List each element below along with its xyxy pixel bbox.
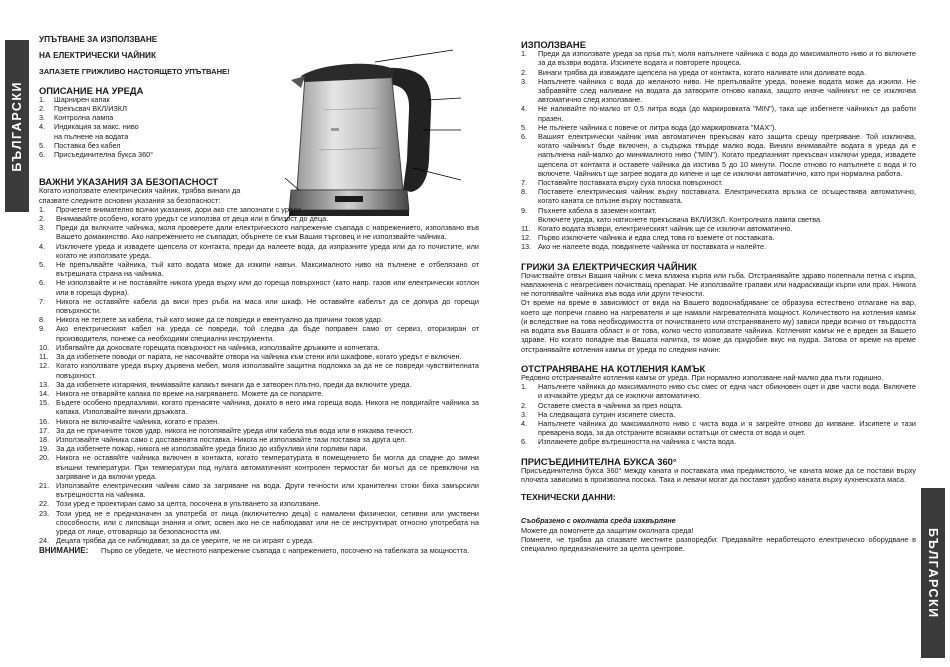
list-item-number: 11. [521, 224, 531, 234]
language-tab-right-label: БЪЛГАРСКИ [926, 527, 940, 619]
list-item-text: Шарнирен капак [54, 94, 110, 104]
list-item-number: 4. [521, 418, 528, 428]
list-item-text: За да избегнете пожар, никога не използвайте уреда близо до избухливи или горливи пари. [56, 444, 368, 454]
list-item-text: Никога не теглете за кабела, тъй като може да се повреди и евентуално да причини токов удар. [56, 315, 383, 325]
warning-label: ВНИМАНИЕ: [39, 546, 89, 556]
list-item [521, 104, 916, 122]
list-item-number: 3. [39, 113, 46, 123]
list-item [521, 77, 916, 105]
list-item-number: 15. [39, 398, 50, 408]
disposal-text-1: Можете да помогнете да защитим околната среда! [521, 525, 694, 535]
list-item [39, 481, 479, 499]
list-item-number: 5. [521, 122, 528, 132]
list-item-number: 1. [521, 382, 528, 392]
list-item-number: 5. [39, 260, 46, 270]
list-item-text: Бъдете особено предпазливи, когато пренасяте чайника, докато в него има гореща вода. Никога не повдигайте чайника за капака. Използвайте винаги дръжката. [56, 398, 479, 417]
safety-list [39, 205, 479, 546]
keep-instructions-note: ЗАПАЗЕТЕ ГРИЖЛИВО НАСТОЯЩЕТО УПЪТВАНЕ! [39, 67, 230, 77]
list-item [39, 205, 479, 214]
list-item [39, 113, 479, 122]
list-item-text: Избягвайте да докосвате горещата повърхност на чайника, използвайте дръжките и копчетата. [56, 342, 380, 352]
list-item-text: Никога не включвайте чайника, когато е празен. [56, 416, 220, 426]
language-tab-right [921, 488, 945, 658]
list-item-number: 2. [39, 214, 46, 224]
list-item [39, 104, 479, 113]
list-item-text: Внимавайте особено, когато уредът се използва от деца или в близост до деца. [56, 214, 329, 224]
care-text-2: От време на време в зависимост от вида на Вашето водоснабдяване се образува естествено отлагане на вар, което ще попречи главно на нагревателя и ще намали нагревателната мощност. Количеството на котления камък (и вследствие на това необходимостта от почистването или отстраняването му) зависи преди всичко от твърдостта на водата във Вашата област и от това, колко често използвате чайника. Котленият камък не е вреден за Вашето здраве. Но когато попадне във Вашата напитка, тя може да придобие вкус на пудра. Затова от време на време отстранявайте котления камък от уреда по следния начин: [521, 298, 916, 354]
list-item-number: 11. [39, 352, 49, 362]
list-item [39, 453, 479, 481]
list-item-text: За да избегнете изгаряния, внимавайте капакът винаги да е затворен плътно, преди да включите уреда. [56, 379, 412, 389]
list-item [39, 95, 479, 104]
list-item-number: 2. [521, 400, 528, 410]
list-item [521, 215, 916, 224]
list-item-text: Използвайте електрическия чайник само за загряване на вода. Други течности или хранителни стоки биха замърсили вътрешността на чайника. [56, 480, 479, 500]
list-item-text: Винаги трябва да изваждате щепсела на уреда от контакта, когато наливате или доливате вода. [538, 67, 866, 77]
disposal-heading: Съобразено с околната среда изхвърляне [521, 516, 676, 526]
list-item [39, 132, 479, 141]
list-item-number: 1. [521, 49, 528, 59]
list-item [39, 122, 479, 131]
list-item-number: 1. [39, 94, 46, 104]
list-item-text: Ако не налеете вода, повдигнете чайника от поставката и налейте. [538, 242, 767, 252]
list-item-number: 2. [39, 104, 46, 114]
list-item-number: 6. [39, 150, 46, 160]
list-item [521, 233, 916, 242]
list-item-number: 3. [39, 223, 46, 233]
list-item-text: Поставете електрическия чайник върху поставката. Електрическата връзка се осъществява автоматично, когато каната се плъзне върху поставката. [538, 187, 916, 206]
disposal-text-2: Помнете, че трябва да спазвате местните разпоредби: Предавайте неработещото електрическо оборудване в специално предназначените за целта центрове. [521, 534, 916, 553]
list-item [39, 509, 479, 537]
list-item-text: Не препълвайте чайника, тъй като водата може да изкипи навън. Максималното ниво на пълнене е отбелязано от вътрешната страна на чайника. [56, 260, 479, 279]
list-item-text: на пълнене на водата [54, 131, 129, 141]
list-item [39, 417, 479, 426]
list-item-text: Вашият електрически чайник има автоматичен прекъсвач като защита срещу прегряване. Той изключва, когато чайникът бъде включен, а съдържа твърде малко вода. Винаги внимавайте водата в уреда да е напълнена най-малко до минималното ниво ("MIN"). Когато предпазният прекъсвач изключи уреда, извадете щепсела от контакта и оставете чайника да изстива 5 до 10 минути. После отново го напълнете с вода и го включете. Чайникът ще загрее водата до кипене и ще се изключи автоматично, като при нормална работа. [538, 132, 916, 178]
list-item-text: Напълнете чайника с вода до желаното ниво. Не препълвайте уреда, понеже водата може да изкипи. Не забравяйте след наливане на водата да затворите отново капака, защото иначе чайникът не се изключва автоматично след използване. [538, 76, 916, 105]
list-item-text: Прочетете внимателно всички указания, дори ако сте запознати с уреда. [56, 204, 304, 214]
list-item-number: 13. [521, 242, 532, 252]
list-item-number: 9. [521, 205, 528, 215]
list-item-text: Включете уреда, като натиснете прекъсвача ВКЛ/ИЗКЛ. Контролната лампа светва. [538, 214, 823, 224]
list-item [521, 419, 916, 437]
list-item [521, 224, 916, 233]
parts-list [39, 95, 479, 159]
list-item [39, 260, 479, 278]
list-item-number: 22. [39, 499, 50, 509]
list-item-number: 4. [39, 241, 46, 251]
list-item-number: 3. [521, 409, 528, 419]
list-item-text: На следващата сутрин изсипете сместа. [538, 409, 676, 419]
safety-intro-line1: Когато използвате електрическия чайник, трябва винаги да [39, 186, 241, 196]
list-item [521, 410, 916, 419]
language-tab-left [5, 40, 29, 212]
list-item [521, 123, 916, 132]
warning-note [39, 546, 479, 555]
list-item-number: 12. [39, 361, 50, 371]
list-item-text: Използвайте чайника само с доставената поставка. Никога не използвайте тази поставка за друга цел. [56, 434, 407, 444]
list-item-text: Никога не отваряйте капака по време на нагряването. Можете да се попарите. [56, 388, 324, 398]
list-item-text: Оставете сместа в чайника за през нощта. [538, 400, 683, 410]
list-item [39, 536, 479, 545]
list-item [521, 437, 916, 446]
descaling-list [521, 382, 916, 446]
list-item-number: 2. [521, 67, 528, 77]
list-item [39, 278, 479, 296]
list-item-number: 7. [39, 296, 46, 306]
list-item [521, 68, 916, 77]
list-item-text: Контролна лампа [54, 113, 114, 123]
list-item [39, 398, 479, 416]
list-item [39, 223, 479, 241]
descaling-heading: ОТСТРАНЯВАНЕ НА КОТЛЕНИЯ КАМЪК [521, 362, 706, 374]
list-item [39, 444, 479, 453]
list-item-number: 6. [39, 278, 46, 288]
list-item [521, 49, 916, 67]
list-item-number [521, 215, 538, 224]
list-item [39, 343, 479, 352]
list-item-text: Присъединителна букса 360° [54, 150, 154, 160]
list-item-text: Прекъсвач ВКЛ/ИЗКЛ [54, 104, 127, 114]
list-item [521, 382, 916, 400]
list-item-text: Първо изключете чайника и едва след това го вземете от поставката. [538, 233, 775, 243]
list-item [39, 352, 479, 361]
list-item-text: За да не причините токов удар, никога не потопявайте уреда или кабела във вода или в някаква течност. [56, 425, 414, 435]
care-heading: ГРИЖИ ЗА ЕЛЕКТРИЧЕСКИЯ ЧАЙНИК [521, 260, 697, 272]
list-item-number: 10. [39, 342, 50, 352]
list-item-text: Индикация за макс. ниво [54, 122, 139, 132]
list-item-number [39, 132, 54, 141]
description-heading: ОПИСАНИЕ НА УРЕДА [39, 84, 144, 96]
list-item-text: Децата трябва да се наблюдават, за да се уверите, че не си играят с уреда. [56, 536, 314, 546]
list-item [39, 499, 479, 508]
list-item [39, 361, 479, 379]
safety-heading: ВАЖНИ УКАЗАНИЯ ЗА БЕЗОПАСНОСТ [39, 176, 219, 188]
list-item-number: 24. [39, 536, 50, 546]
list-item-number: 19. [39, 444, 50, 454]
list-item [521, 206, 916, 215]
list-item-number: 8. [39, 315, 46, 325]
list-item-text: За да избегнете поводи от парата, не насочвайте отвора на чайника към стени или шкафове, когато уредът е включен. [56, 352, 462, 362]
list-item-number: 4. [521, 104, 528, 114]
list-item-text: Преди да използвате уреда за пръв път, моля напълнете чайника с вода до максималното ниво и го включете за да възври водата. Изсипете водата и повторете процеса. [538, 49, 916, 68]
list-item-number: 5. [39, 140, 46, 150]
list-item-number: 9. [39, 324, 46, 334]
list-item-text: Поставяйте поставката върху суха плоска повърхност. [538, 178, 723, 188]
list-item-number: 8. [521, 187, 528, 197]
socket-text: Присъединителна букса 360° между каната и поставката има предимството, че каната може да се постави върху плочата зависимо в произволна посока. Така и левачи могат да поставят удобно каната върху кухненската маса. [521, 465, 916, 484]
usage-list [521, 49, 916, 251]
manual-title-line2: НА ЕЛЕКТРИЧЕСКИ ЧАЙНИК [39, 51, 156, 61]
list-item [521, 132, 916, 178]
list-item-number: 21. [39, 480, 50, 490]
list-item [39, 324, 479, 342]
list-item-text: Този уред не е предназначен за употреба от лица (включително деца) с намалени физически, сетивни или умствени способности, или с липсващи знания и опит, освен ако не се наблюдават или не се инструктират относно употребата на уреда от лице, отговарящо за безопасността им. [56, 508, 479, 536]
list-item [39, 435, 479, 444]
list-item-text: Не използвайте и не поставяйте никога уреда върху или до гореща повърхност (като напр. газов или електрически котлон или в гореща фурна). [56, 278, 479, 297]
manual-title-line1: УПЪТВАНЕ ЗА ИЗПОЛЗВАНЕ [39, 35, 158, 44]
list-item [39, 380, 479, 389]
list-item-text: Напълнете чайника до максималното ниво със смес от една част обикновен оцет и две части вода. Включете и изчакайте уредът да се изключи автоматично. [538, 382, 916, 401]
right-column [521, 35, 916, 553]
language-tab-left-label: БЪЛГАРСКИ [10, 80, 24, 172]
list-item-text: Напълнете чайника до максималното ниво с чиста вода и я загрейте отново до кипване. Изсипете и тази преварена вода, за да отстраните всякакви остатъци от сместа от вода и оцет. [538, 418, 916, 438]
left-column [39, 35, 479, 556]
list-item-text: Ако електрическият кабел на уреда се повреди, той следва да бъде поправен само от сервиз, оторизиран от производителя, понеже са необходими специални инструменти. [56, 324, 479, 343]
list-item-number: 18. [39, 434, 50, 444]
list-item-number: 17. [39, 425, 50, 435]
safety-intro-line2: спазвате следните основни указания за безопасност: [39, 195, 221, 205]
list-item [39, 150, 479, 159]
list-item [521, 401, 916, 410]
list-item [521, 178, 916, 187]
list-item-text: Не пълнете чайника с повече от литра вода (до маркировката "MAX"). [538, 122, 777, 132]
list-item-number: 6. [521, 437, 528, 447]
list-item-text: Никога не оставяйте кабела да виси през ръба на маса или шкаф. Не оставяйте кабелът да се допира до горещи повърхности. [56, 296, 479, 316]
list-item-text: Когато използвате уреда върху дървена мебел, моля използвайте защитна подложка за да не се повреди чувствителната повърхност. [56, 361, 479, 380]
list-item-text: Не наливайте по-малко от 0,5 литра вода (до маркировката "MIN"), така ще избегнете чайникът да работи празен. [538, 104, 916, 123]
list-item [39, 426, 479, 435]
list-item [521, 187, 916, 205]
list-item [39, 214, 479, 223]
list-item-number: 14. [39, 388, 50, 398]
list-item [39, 242, 479, 260]
list-item-text: Никога не оставяйте чайника включен в контакта, когато температурата в помещението би могла да спадне до зимни външни температури. При температури под нулата автоматичният контролен термостат би могъл да се превключи на загряване и да включи уреда. [56, 453, 479, 481]
list-item-text: Когато водата възври, електрическият чайник ще се изключи автоматично. [538, 224, 793, 234]
list-item-number: 6. [521, 132, 528, 142]
list-item [521, 242, 916, 251]
care-text-1: Почиствайте отвън Вашия чайник с мека влажна кърпа или гъба. Отстранявайте здраво полепнали петна с кърпа, навлажнена с неагресивен почистващ препарат. Не използвайте грапави или надраскващи кърпи или прах. Никога не потопявайте чайника във вода или други течности. [521, 270, 916, 299]
list-item-text: Този уред е проектиран само за целта, посочена в упътването за използване. [56, 499, 321, 509]
list-item [39, 297, 479, 315]
list-item-number: 4. [39, 122, 46, 132]
list-item [39, 315, 479, 324]
list-item-text: Пъхнете кабела в заземен контакт. [538, 205, 657, 215]
list-item [39, 141, 479, 150]
list-item-number: 13. [39, 379, 50, 389]
descaling-intro: Редовно отстранявайте котления камък от уреда. При нормално използване най-малко два пъти годишно. [521, 372, 884, 382]
list-item-text: Поставка без кабел [54, 140, 121, 150]
list-item-number: 16. [39, 416, 50, 426]
list-item-text: Изключете уреда и извадете щепсела от контакта, преди да налеете вода, да изпразните уреда или да го почистите, или когато не използвате уреда. [56, 241, 479, 260]
warning-text: Първо се убедете, че местното напрежение съвпада с напрежението, посочено на табелката за мощността. [101, 546, 470, 556]
list-item-text: Изплакнете добре вътрешността на чайника с чиста вода. [538, 437, 736, 447]
list-item-number: 20. [39, 453, 50, 463]
list-item-number: 12. [521, 233, 532, 243]
socket-heading: ПРИСЪЕДИНИТЕЛНА БУКСА 360° [521, 455, 677, 467]
usage-heading: ИЗПОЛЗВАНЕ [521, 39, 586, 50]
list-item [39, 389, 479, 398]
technical-data-heading: ТЕХНИЧЕСКИ ДАННИ: [521, 492, 616, 503]
list-item-number: 23. [39, 508, 50, 518]
list-item-number: 1. [39, 204, 46, 214]
list-item-number: 3. [521, 76, 528, 86]
list-item-number: 7. [521, 178, 528, 188]
list-item-text: Преди да включите чайника, моля проверете дали електрическото напрежение съвпада с напрежението, използвано във Вашето домакинство. Ако напрежението не съвпадат, обърнете се към Вашия търговец и не използвайте чайника. [56, 223, 479, 242]
